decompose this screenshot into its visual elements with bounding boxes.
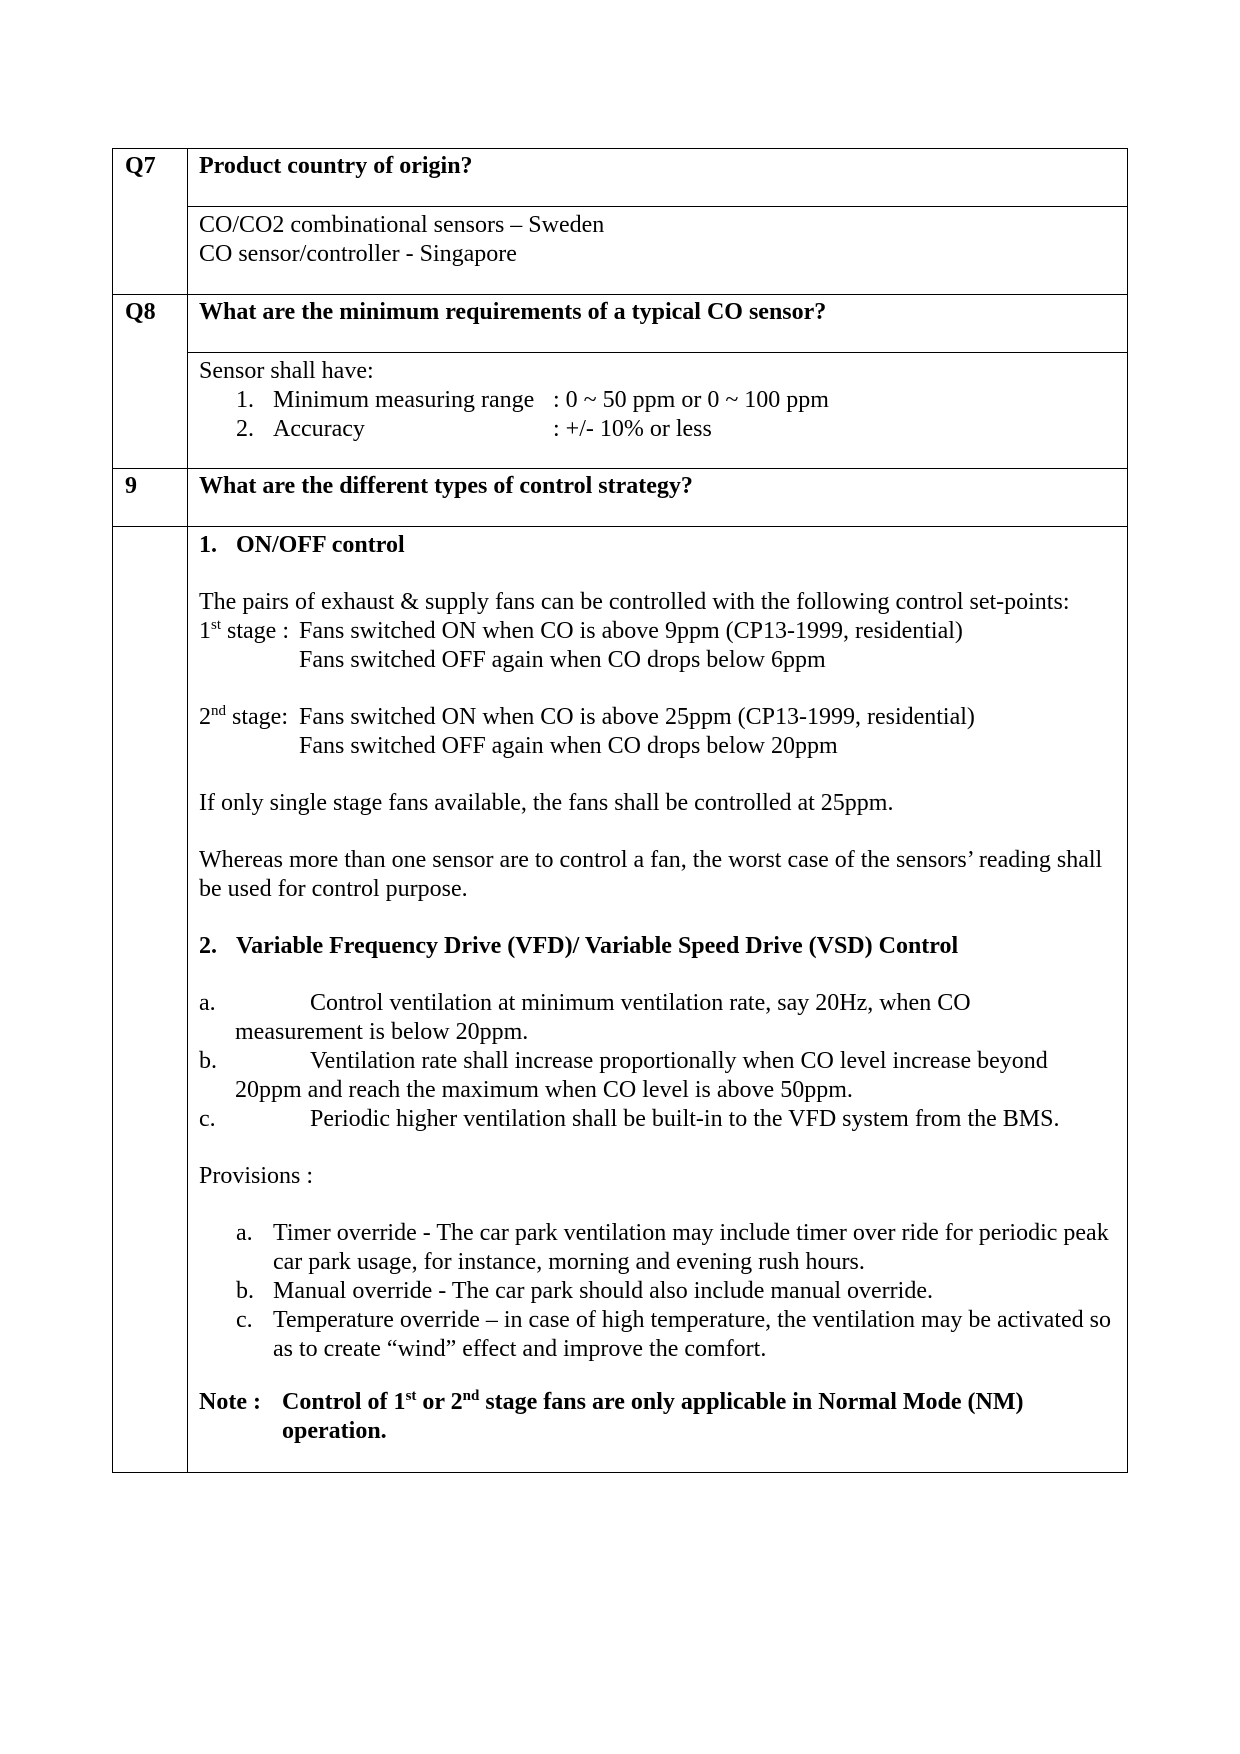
q8-item-2-number: 2. [236, 416, 254, 442]
q9-question-row [113, 469, 1128, 527]
qa-table [112, 148, 1128, 1473]
q9-number: 9 [113, 469, 188, 527]
q9-answer-row [113, 527, 1128, 1473]
q8-question: What are the minimum requirements of a typical CO sensor? [188, 295, 1128, 353]
worst-case-text: Whereas more than one sensor are to control a fan, the worst case of the sensors’ reading shall be used for control purpose. [199, 847, 1103, 902]
q8-item-2 [199, 415, 1117, 444]
q8-number: Q8 [113, 295, 188, 469]
q8-item-1 [199, 386, 1117, 415]
q9-number-cell-blank [113, 527, 188, 1473]
q7-number: Q7 [113, 149, 188, 295]
onoff-intro: The pairs of exhaust & supply fans can be controlled with the following control set-points: [199, 589, 1070, 615]
q8-item-1-number: 1. [236, 387, 254, 413]
vfd-item-c: c. Periodic higher ventilation shall be built-in to the VFD system from the BMS. [199, 1106, 1060, 1132]
q9-question: What are the different types of control strategy? [188, 469, 1128, 527]
q8-item-1-label: Minimum measuring range [273, 387, 535, 413]
q7-answer-line-2: CO sensor/controller - Singapore [199, 241, 517, 267]
section-onoff-heading: 1. ON/OFF control [199, 532, 405, 558]
q8-item-2-value: : +/- 10% or less [553, 416, 712, 442]
q8-answer [188, 353, 1128, 469]
vfd-item-b: b. Ventilation rate shall increase proportionally when CO level increase beyond 20ppm and reach the maximum when CO level is above 50ppm. [199, 1048, 1048, 1103]
stage-2-label: 2nd stage: [199, 703, 288, 730]
q7-question: Product country of origin? [188, 149, 1128, 207]
stage-1 [199, 617, 1117, 646]
note-text: Control of 1st or 2nd stage fans are only applicable in Normal Mode (NM) operation. [282, 1388, 1024, 1444]
stage-2-on: Fans switched ON when CO is above 25ppm (CP13-1999, residential) [299, 704, 975, 730]
q8-item-2-label: Accuracy [273, 416, 365, 442]
q7-answer [188, 207, 1128, 295]
q8-answer-row [113, 353, 1128, 469]
q8-question-row [113, 295, 1128, 353]
provision-a: a. Timer override - The car park ventilation may include timer over ride for periodic peak car park usage, for instance, morning and evening rush hours. [236, 1220, 1109, 1275]
q7-question-row [113, 149, 1128, 207]
stage-1-label: 1st stage : [199, 617, 289, 644]
section-vfd-heading: 2. Variable Frequency Drive (VFD)/ Variable Speed Drive (VSD) Control [199, 933, 959, 959]
q9-answer [188, 527, 1128, 1473]
vfd-item-a: a. Control ventilation at minimum ventilation rate, say 20Hz, when CO measurement is below 20ppm. [199, 990, 971, 1045]
stage-1-off: Fans switched OFF again when CO drops below 6ppm [299, 647, 826, 673]
note-label: Note : [199, 1389, 261, 1415]
stage-1-on: Fans switched ON when CO is above 9ppm (CP13-1999, residential) [299, 618, 963, 644]
provision-c: c. Temperature override – in case of high temperature, the ventilation may be activated so as to create “wind” effect and improve the comfort. [236, 1307, 1111, 1362]
provisions-label: Provisions : [199, 1163, 314, 1189]
note [199, 1388, 1117, 1446]
q8-item-1-value: : 0 ~ 50 ppm or 0 ~ 100 ppm [553, 387, 829, 413]
provision-b: b. Manual override - The car park should also include manual override. [236, 1278, 933, 1304]
q8-intro: Sensor shall have: [199, 358, 374, 384]
single-stage-text: If only single stage fans available, the fans shall be controlled at 25ppm. [199, 790, 894, 816]
stage-2 [199, 703, 1117, 732]
q7-answer-line-1: CO/CO2 combinational sensors – Sweden [199, 212, 605, 238]
q7-answer-row [113, 207, 1128, 295]
stage-2-off: Fans switched OFF again when CO drops below 20ppm [299, 733, 838, 759]
